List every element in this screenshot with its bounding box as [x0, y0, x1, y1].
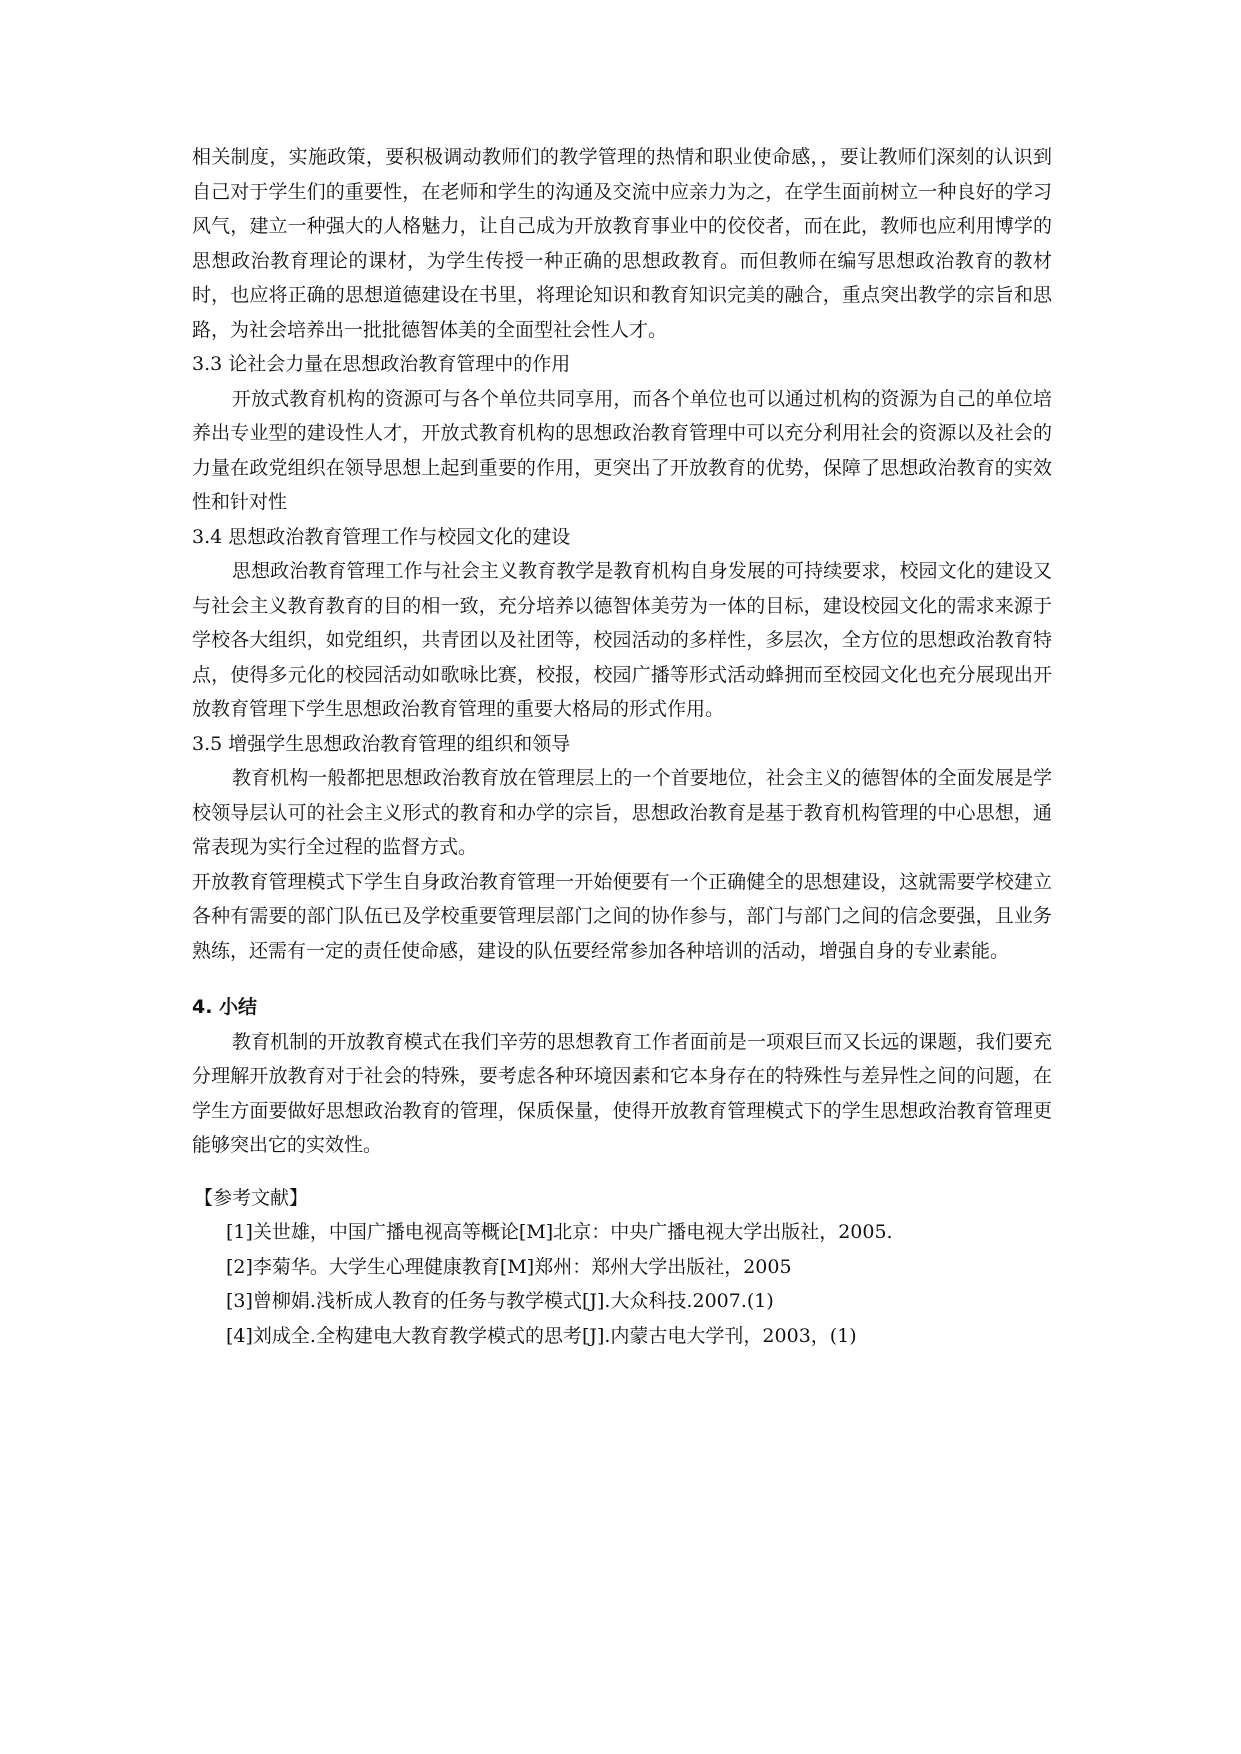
section-4-paragraph: 教育机制的开放教育模式在我们辛劳的思想教育工作者面前是一项艰巨而又长远的课题，我们要充分理解开放教育对于社会的特殊，要考虑各种环境因素和它本身存在的特殊性与差异性之间的问题，在学生方面要做好思想政治教育的管理，保质保量，使得开放教育管理模式下的学生思想政治教育管理更能够突出它的实效性。	[192, 1030, 1052, 1156]
references-title: 【参考文献】	[194, 1186, 309, 1209]
section-3-4-paragraph: 思想政治教育管理工作与社会主义教育教学是教育机构自身发展的可持续要求，校园文化的建设又与社会主义教育教育的目的相一致，充分培养以德智体美劳为一体的目标，建设校园文化的需求来源于学校各大组织，如党组织，共青团以及社团等，校园活动的多样性，多层次，全方位的思想政治教育特点，使得多元化的校园活动如歌咏比赛，校报，校园广播等形式活动蜂拥而至校园文化也充分展现出开放教育管理下学生思想政治教育管理的重要大格局的形式作用。	[192, 560, 1052, 720]
section-3-5-paragraph: 开放教育管理模式下学生自身政治教育管理一开始便要有一个正确健全的思想建设，这就需要学校建立各种有需要的部门队伍已及学校重要管理层部门之间的协作参与，部门与部门之间的信念要强，且业务熟练，还需有一定的责任使命感，建设的队伍要经常参加各种培训的活动，增强自身的专业素能。	[192, 870, 1052, 962]
reference-item: [1]关世雄，中国广播电视高等概论[M]北京：中央广播电视大学出版社，2005.	[226, 1221, 893, 1243]
section-3-4-heading: 3.4 思想政治教育管理工作与校园文化的建设	[192, 525, 571, 548]
section-3-3-paragraph: 开放式教育机构的资源可与各个单位共同享用，而各个单位也可以通过机构的资源为自己的单位培养出专业型的建设性人才，开放式教育机构的思想政治教育管理中可以充分利用社会的资源以及社会的力量在政党组织在领导思想上起到重要的作用，更突出了开放教育的优势，保障了思想政治教育的实效性和针对性	[192, 387, 1052, 513]
section-3-5-heading: 3.5 增强学生思想政治教育管理的组织和领导	[192, 732, 571, 755]
references-block	[192, 1181, 1052, 1354]
document-body	[192, 140, 1052, 1353]
reference-item: [4]刘成全.全构建电大教育教学模式的思考[J].内蒙古电大学刊，2003，(1)	[226, 1324, 857, 1347]
reference-item: [3]曾柳娟.浅析成人教育的任务与教学模式[J].大众科技.2007.(1)	[226, 1290, 774, 1312]
section-3-5-paragraph: 教育机构一般都把思想政治教育放在管理层上的一个首要地位，社会主义的德智体的全面发展是学校领导层认可的社会主义形式的教育和办学的宗旨，思想政治教育是基于教育机构管理的中心思想，通常表现为实行全过程的监督方式。	[192, 767, 1052, 858]
section-3-3-heading: 3.3 论社会力量在思想政治教育管理中的作用	[192, 353, 571, 375]
references-gap	[192, 1163, 1052, 1181]
reference-item: [2]李菊华。大学生心理健康教育[M]郑州：郑州大学出版社，2005	[226, 1255, 792, 1278]
section-4-heading: 4. 小结	[192, 996, 258, 1018]
continuation-paragraph: 相关制度，实施政策，要积极调动教师们的教学管理的热情和职业使命感，，要让教师们深刻的认识到自己对于学生们的重要性，在老师和学生的沟通及交流中应亲力为之，在学生面前树立一种良好的学习风气，建立一种强大的人格魅力，让自己成为开放教育事业中的佼佼者，而在此，教师也应利用博学的思想政治教育理论的课材，为学生传授一种正确的思想政教育。而但教师在编写思想政治教育的教材时，也应将正确的思想道德建设在书里，将理论知识和教育知识完美的融合，重点突出教学的宗旨和思路，为社会培养出一批批德智体美的全面型社会性人才。	[192, 146, 1052, 341]
section-gap	[192, 968, 1052, 990]
